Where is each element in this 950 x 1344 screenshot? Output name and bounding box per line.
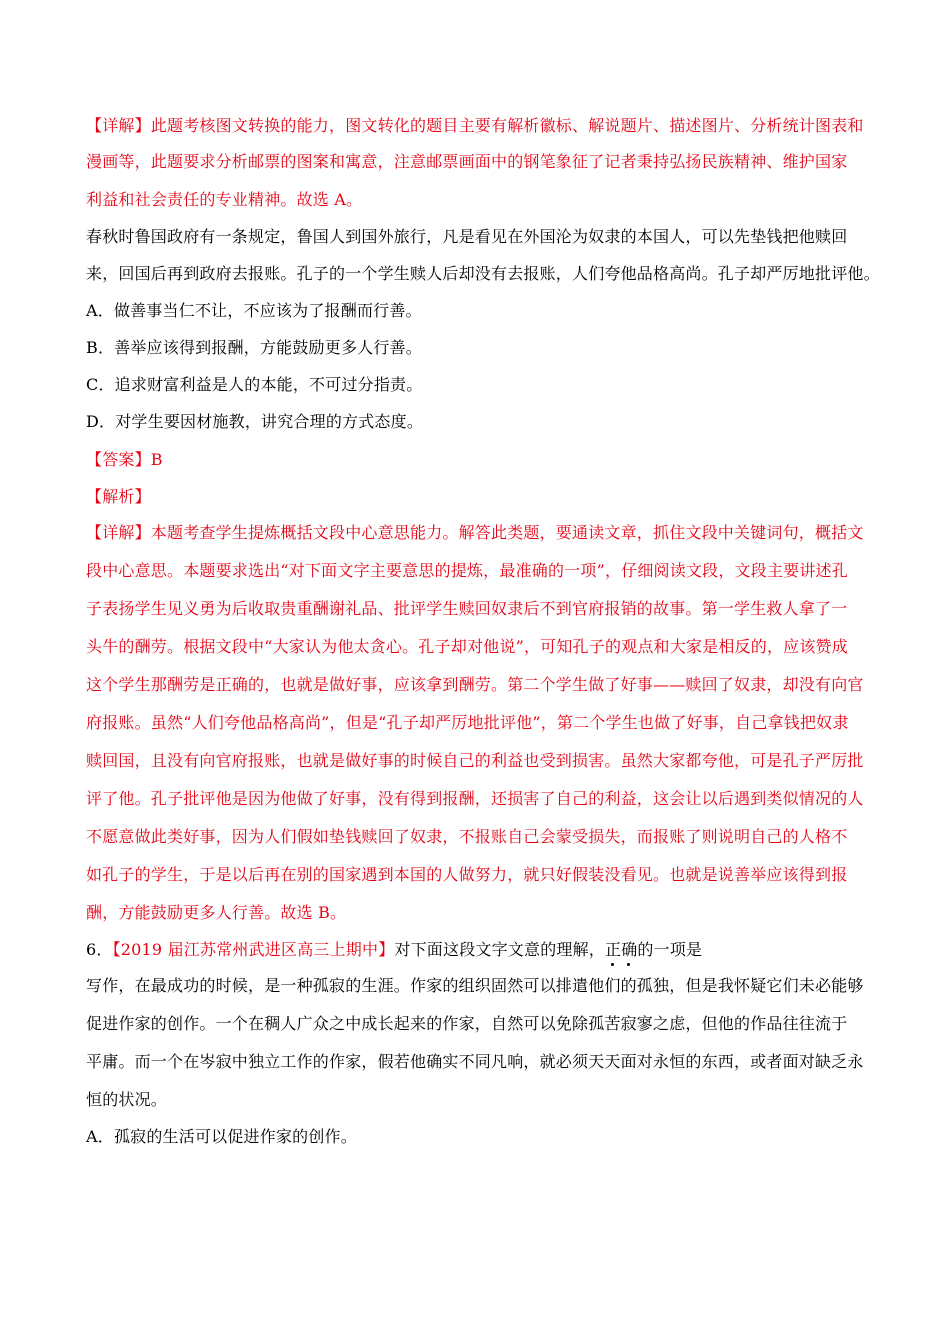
detail-line: 这个学生那酬劳是正确的，也就是做好事，应该拿到酬劳。第二个学生做了好事——赎回了奴隶，却没有向官: [86, 675, 864, 694]
option-c: C．追求财富利益是人的本能，不可过分指责。: [86, 375, 423, 394]
passage-line: 写作，在最成功的时候，是一种孤寂的生涯。作家的组织固然可以排遣他们的孤独，但是我怀疑它们未必能够: [86, 976, 864, 995]
option-a: A．做善事当仁不让，不应该为了报酬而行善。: [86, 301, 422, 320]
detail-line: 不愿意做此类好事，因为人们假如垫钱赎回了奴隶，不报账自己会蒙受损失，而报账了则说明自己的人格不: [86, 827, 848, 846]
option-a: A．孤寂的生活可以促进作家的创作。: [86, 1127, 357, 1146]
detail-line: 漫画等，此题要求分析邮票的图案和寓意，注意邮票画面中的钢笔象征了记者秉持弘扬民族精神、维护国家: [86, 152, 848, 171]
detail-line: 段中心意思。本题要求选出“对下面文字主要意思的提炼，最准确的一项”，仔细阅读文段，文段主要讲述孔: [86, 561, 848, 580]
detail-line: 赎回国，且没有向官府报账，也就是做好事的时候自己的利益也受到损害。虽然大家都夸他，可是孔子严厉批: [86, 751, 864, 770]
detail-line: 酬，方能鼓励更多人行善。故选 B。: [86, 903, 347, 922]
detail-line: 【详解】此题考核图文转换的能力，图文转化的题目主要有解析徽标、解说题片、描述图片、分析统计图表和: [86, 116, 864, 135]
detail-line: 利益和社会责任的专业精神。故选 A。: [86, 190, 363, 209]
emphasis-dots: [605, 962, 637, 966]
question6-heading: [86, 940, 702, 960]
detail-line: 子表扬学生见义勇为后收取贵重酬谢礼品、批评学生赎回奴隶后不到官府报销的故事。第一学生救人拿了一: [86, 599, 848, 618]
analysis-label: 【解析】: [86, 487, 151, 506]
question-stem-line: 春秋时鲁国政府有一条规定，鲁国人到国外旅行，凡是看见在外国沦为奴隶的本国人，可以先垫钱把他赎回: [86, 227, 848, 246]
detail-line: 【详解】本题考查学生提炼概括文段中心意思能力。解答此类题，要通读文章，抓住文段中关键词句，概括文: [86, 523, 864, 542]
question-prompt-end: 的一项是: [637, 940, 703, 959]
question-stem-line: 来，回国后再到政府去报账。孔子的一个学生赎人后却没有去报账，人们夸他品格高尚。孔子却严厉地批评他。: [86, 264, 880, 283]
question-prompt: 对下面这段文字文意的理解，: [394, 940, 606, 959]
passage-line: 恒的状况。: [86, 1090, 168, 1109]
passage-line: 平庸。而一个在岑寂中独立工作的作家，假若他确实不同凡响，就必须天天面对永恒的东西，或者面对缺乏永: [86, 1052, 864, 1071]
answer-label: 【答案】B: [86, 450, 163, 469]
option-b: B．善举应该得到报酬，方能鼓励更多人行善。: [86, 338, 422, 357]
question-number: 6．: [86, 940, 113, 959]
emphasized-word: 正确: [605, 940, 637, 960]
passage-line: 促进作家的创作。一个在稠人广众之中成长起来的作家，自然可以免除孤苦寂寥之虑，但他的作品往往流于: [86, 1014, 848, 1033]
detail-line: 评了他。孔子批评他是因为他做了好事，没有得到报酬，还损害了自己的利益，这会让以后遇到类似情况的人: [86, 789, 864, 808]
option-d: D．对学生要因材施教，讲究合理的方式态度。: [86, 412, 424, 431]
question-source: 【2019 届江苏常州武进区高三上期中】: [112, 940, 395, 959]
detail-line: 如孔子的学生，于是以后再在别的国家遇到本国的人做努力，就只好假装没看见。也就是说善举应该得到报: [86, 865, 848, 884]
detail-line: 头牛的酬劳。根据文段中“大家认为他太贪心。孔子却对他说”，可知孔子的观点和大家是相反的，应该赞成: [86, 637, 848, 656]
detail-line: 府报账。虽然“人们夸他品格高尚”，但是“孔子却严厉地批评他”，第二个学生也做了好事，自己拿钱把奴隶: [86, 713, 849, 732]
